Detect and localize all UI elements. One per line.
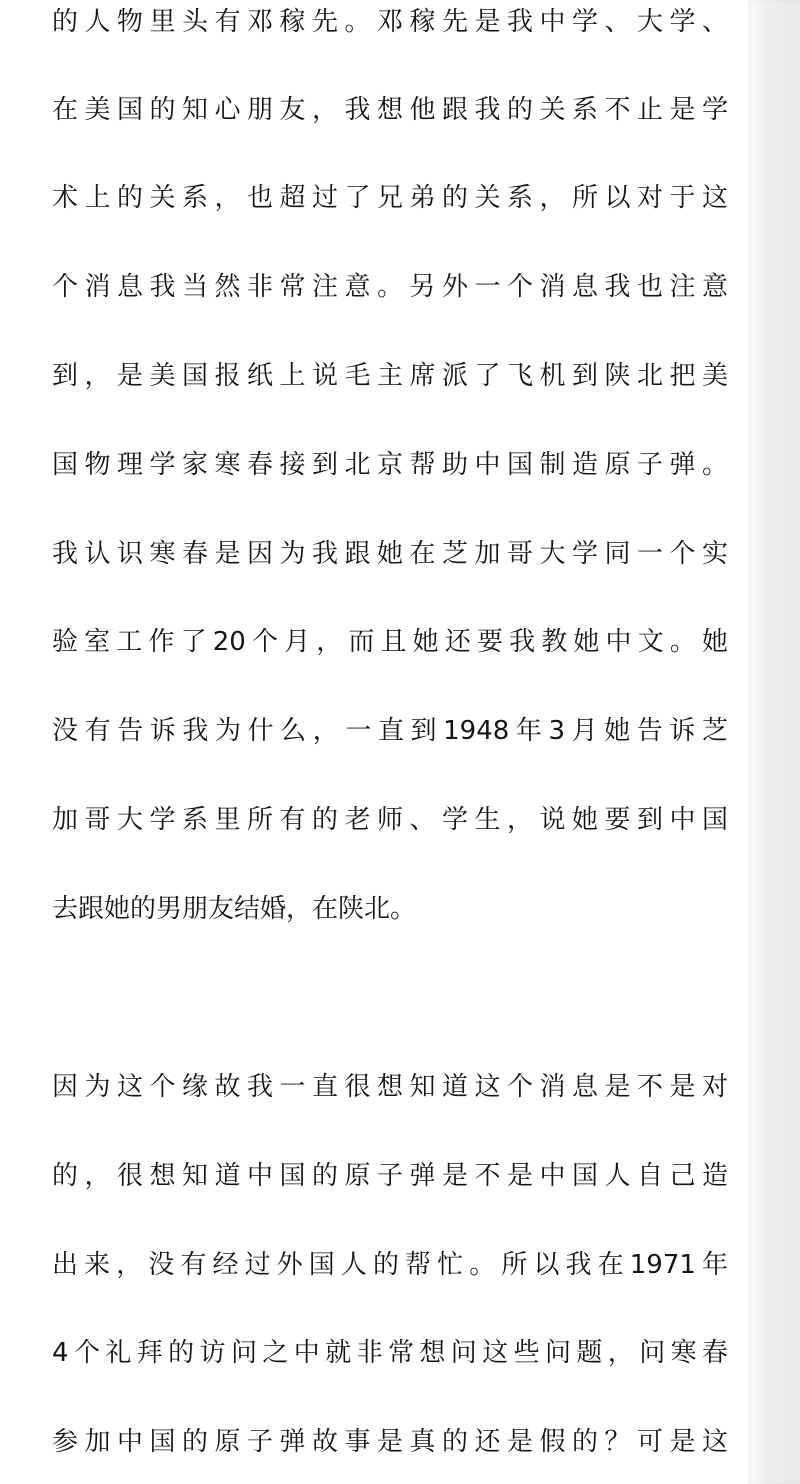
text-line: 验室工作了20个月，而且她还要我教她中文。她 — [52, 627, 728, 657]
text-line: 到，是美国报纸上说毛主席派了飞机到陕北把美 — [52, 361, 728, 391]
text-line: 个消息我当然非常注意。另外一个消息我也注意 — [52, 272, 728, 302]
text-line: 在美国的知心朋友，我想他跟我的关系不止是学 — [52, 95, 728, 125]
text-line: 我认识寒春是因为我跟她在芝加哥大学同一个实 — [52, 539, 728, 569]
text-line: 的人物里头有邓稼先。邓稼先是我中学、大学、 — [52, 7, 728, 37]
text-line: 去跟她的男朋友结婚，在陕北。 — [52, 894, 417, 924]
text-line: 4个礼拜的访问之中就非常想问这些问题，问寒春 — [52, 1338, 728, 1368]
page-edge-shadow — [748, 0, 800, 1484]
text-line: 因为这个缘故我一直很想知道这个消息是不是对 — [52, 1072, 728, 1102]
text-line: 参加中国的原子弹故事是真的还是假的？可是这 — [52, 1427, 728, 1457]
text-line: 的，很想知道中国的原子弹是不是中国人自己造 — [52, 1161, 728, 1191]
text-line: 加哥大学系里所有的老师、学生，说她要到中国 — [52, 805, 728, 835]
text-line: 术上的关系，也超过了兄弟的关系，所以对于这 — [52, 183, 728, 213]
text-line: 没有告诉我为什么，一直到1948年3月她告诉芝 — [52, 716, 728, 746]
text-line: 国物理学家寒春接到北京帮助中国制造原子弹。 — [52, 450, 728, 480]
text-line: 出来，没有经过外国人的帮忙。所以我在1971年 — [52, 1250, 728, 1280]
